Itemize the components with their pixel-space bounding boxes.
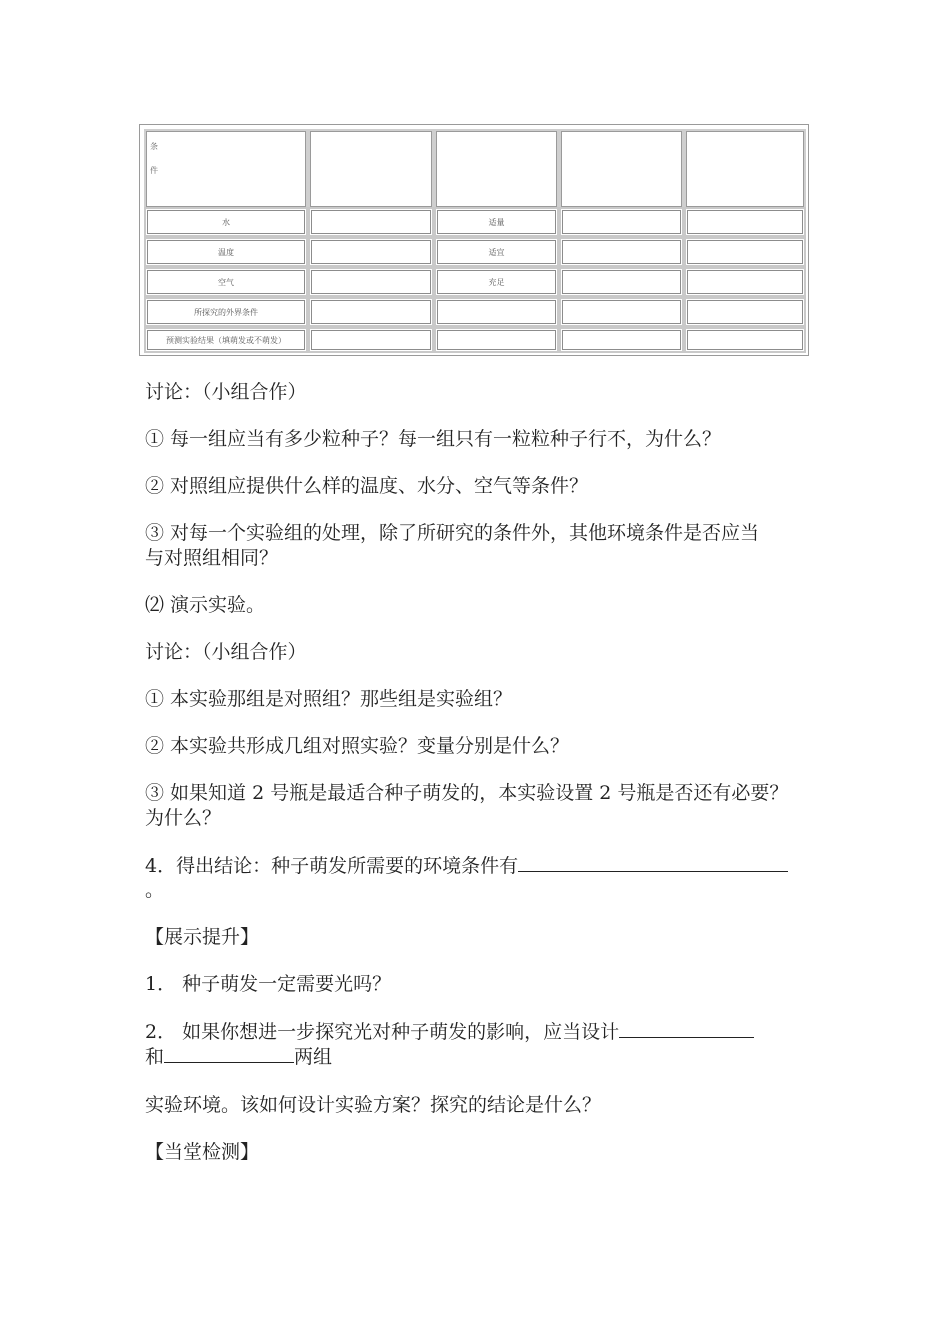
show-question-2-line-3: 实验环境。该如何设计实验方案？探究的结论是什么？ xyxy=(145,1094,602,1116)
section-test-heading: 【当堂检测】 xyxy=(145,1141,260,1163)
conditions-table xyxy=(139,124,809,356)
table-row-label: 所探究的外界条件 xyxy=(144,297,308,327)
question-2-1: ① 本实验那组是对照组？那些组是实验组？ xyxy=(145,688,513,710)
show-question-2-text: 2． 如果你想进一步探究光对种子萌发的影响，应当设计 xyxy=(145,1021,620,1043)
table-cell xyxy=(308,327,434,353)
conclusion-answer-blank[interactable] xyxy=(518,853,788,872)
design-answer-blank-1[interactable] xyxy=(619,1019,754,1038)
table-cell xyxy=(559,297,684,327)
section-show-heading: 【展示提升】 xyxy=(145,926,260,948)
table-header-cell xyxy=(684,129,806,209)
table-cell xyxy=(684,267,806,297)
table-cell xyxy=(434,297,559,327)
table-cell xyxy=(684,207,806,237)
design-answer-blank-2[interactable] xyxy=(164,1044,294,1063)
table-cell xyxy=(559,267,684,297)
table-cell xyxy=(434,327,559,353)
table-header-cell xyxy=(559,129,684,209)
table-header-cell xyxy=(308,129,434,209)
table-row-label: 水 xyxy=(144,207,308,237)
discussion-heading-1: 讨论：（小组合作） xyxy=(145,381,307,403)
table-cell xyxy=(559,207,684,237)
demo-experiment: ⑵ 演示实验。 xyxy=(145,594,266,616)
show-question-2-line-1 xyxy=(145,1019,754,1044)
table-row-label: 预测实验结果（填萌发或不萌发） xyxy=(144,327,308,353)
table-cell xyxy=(684,297,806,327)
conclusion-line xyxy=(145,853,788,878)
table-row-label: 温度 xyxy=(144,237,308,267)
conclusion-text: 4．得出结论：种子萌发所需要的环境条件有 xyxy=(145,855,519,877)
question-1-2: ② 对照组应提供什么样的温度、水分、空气等条件？ xyxy=(145,475,589,497)
table-cell xyxy=(684,327,806,353)
question-2-3-line-1: ③ 如果知道 2 号瓶是最适合种子萌发的，本实验设置 2 号瓶是否还有必要？ xyxy=(145,782,789,804)
table-cell: 适宜 xyxy=(434,237,559,267)
header-label-1: 条 xyxy=(150,142,158,151)
show-question-2-line-2 xyxy=(145,1044,332,1069)
question-2-2: ② 本实验共形成几组对照实验？变量分别是什么？ xyxy=(145,735,570,757)
table-cell xyxy=(308,297,434,327)
table-header-cell xyxy=(434,129,559,209)
table-cell xyxy=(308,267,434,297)
question-2-3-line-2: 为什么？ xyxy=(145,807,222,829)
two-groups-text: 两组 xyxy=(294,1046,333,1068)
table-cell xyxy=(559,237,684,267)
and-text: 和 xyxy=(145,1046,165,1068)
table-cell: 适量 xyxy=(434,207,559,237)
question-1-3-line-1: ③ 对每一个实验组的处理，除了所研究的条件外，其他环境条件是否应当 xyxy=(145,522,760,544)
table-header-cell xyxy=(144,129,308,209)
header-label-2: 件 xyxy=(150,166,158,175)
table-cell xyxy=(559,327,684,353)
question-1-1: ① 每一组应当有多少粒种子？每一组只有一粒粒种子行不，为什么？ xyxy=(145,428,722,450)
table-cell: 充足 xyxy=(434,267,559,297)
show-question-1: 1． 种子萌发一定需要光吗？ xyxy=(145,973,392,995)
table-cell xyxy=(308,237,434,267)
table-cell xyxy=(308,207,434,237)
conclusion-end: 。 xyxy=(145,879,165,901)
question-1-3-line-2: 与对照组相同？ xyxy=(145,547,279,569)
table-row-label: 空气 xyxy=(144,267,308,297)
discussion-heading-2: 讨论：（小组合作） xyxy=(145,641,307,663)
table-cell xyxy=(684,237,806,267)
